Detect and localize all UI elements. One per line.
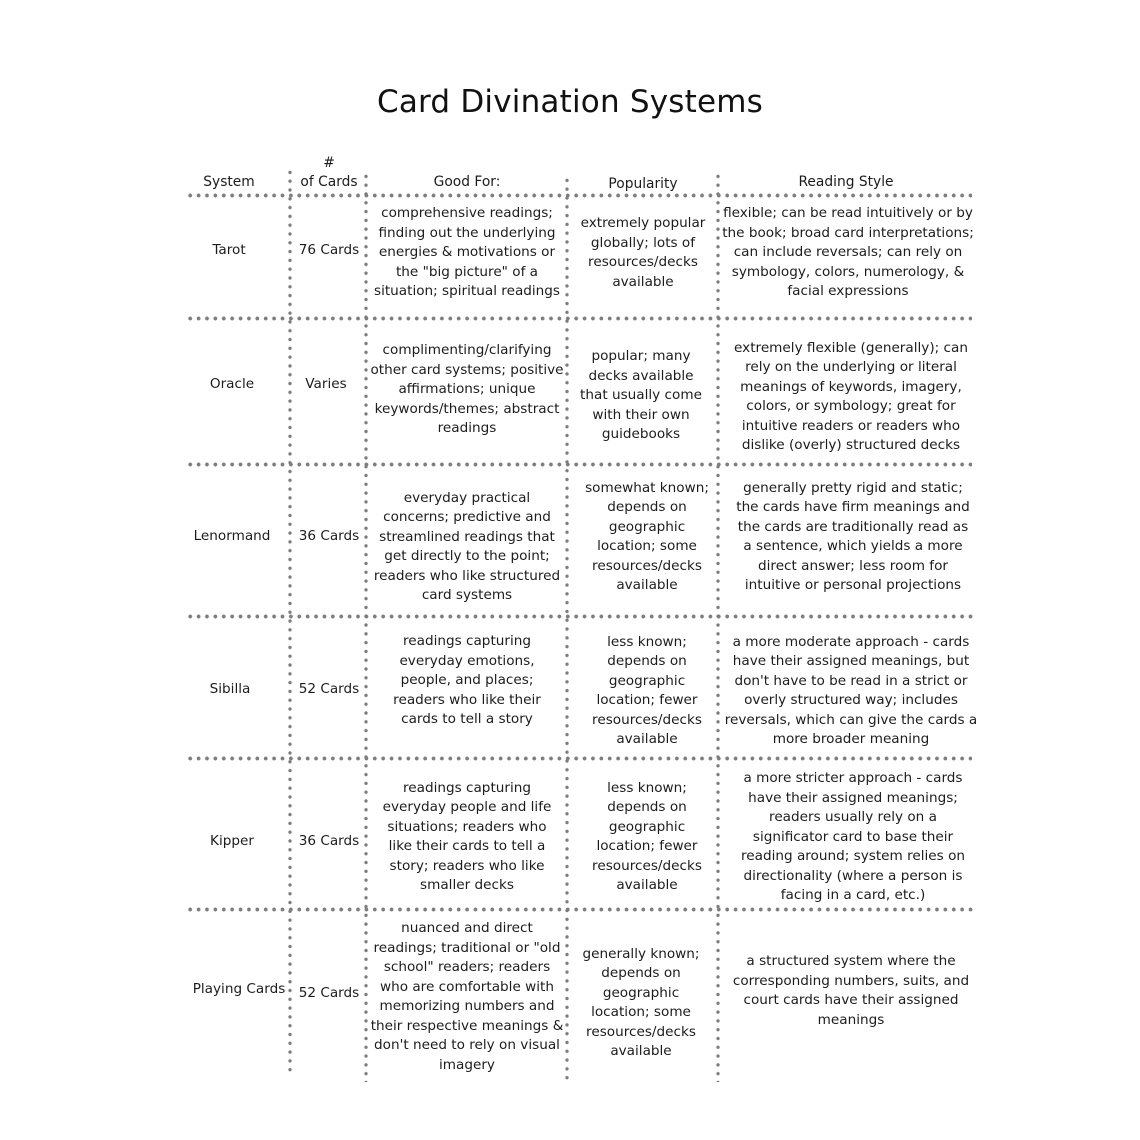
row-kipper-system: Kipper: [210, 833, 254, 850]
row-playing-cards-popularity: generally known; depends on geographic location; some resources/decks available: [582, 945, 700, 1059]
row-kipper-popularity: less known; depends on geographic location; fewer resources/decks available: [592, 779, 702, 893]
row-kipper-cards: 36 Cards: [298, 833, 360, 850]
row-kipper-good-for: readings capturing everyday people and life situations; readers who like their cards to tell a story; readers who like smaller decks: [382, 779, 552, 893]
row-lenormand-good-for: everyday practical concerns; predictive and streamlined readings that get directly to the point; readers who like structured card systems: [373, 489, 561, 603]
row-lenormand-system: Lenormand: [193, 528, 271, 545]
header-reading-style: Reading Style: [798, 174, 894, 190]
row-kipper-reading-style: a more stricter approach - cards have their assigned meanings; readers usually rely on a significator card to base their reading around; system relies on directionality (where a person is facing in a card, etc.): [740, 770, 966, 904]
row-divider-3: [186, 614, 976, 619]
row-playing-cards-good-for: nuanced and direct readings; traditional or "old school" readers; readers who are comfortable with memorizing numbers and their respective meanings & don't need to rely on visual imagery: [370, 920, 564, 1073]
row-sibilla-good-for: readings capturing everyday emotions, people, and places; readers who like their cards to tell a story: [393, 633, 541, 728]
row-lenormand-popularity: somewhat known; depends on geographic location; some resources/decks available: [585, 479, 709, 593]
row-sibilla-cards: 52 Cards: [298, 681, 360, 698]
row-lenormand-cards: 36 Cards: [298, 528, 360, 545]
row-playing-cards-system: Playing Cards: [192, 981, 286, 998]
row-tarot-good-for: comprehensive readings; finding out the underlying energies & motivations or the "big picture" of a situation; spiritual readings: [373, 205, 561, 300]
column-divider-3: [565, 176, 569, 1084]
row-divider-header: [186, 193, 972, 198]
row-tarot-system: Tarot: [212, 242, 246, 259]
row-oracle-system: Oracle: [209, 376, 255, 393]
header-good-for: Good For:: [433, 174, 501, 190]
header-system: System: [203, 174, 255, 190]
row-divider-5: [186, 907, 976, 912]
header-number-of-cards: # of Cards: [300, 155, 358, 190]
row-sibilla-popularity: less known; depends on geographic location; fewer resources/decks available: [592, 633, 702, 747]
header-popularity: Popularity: [608, 176, 678, 192]
row-divider-1: [186, 316, 972, 321]
row-lenormand-reading-style: generally pretty rigid and static; the cards have firm meanings and the cards are traditionally read as a sentence, which yields a more direct answer; less room for intuitive or personal projections: [736, 479, 970, 593]
row-oracle-popularity: popular; many decks available that usually come with their own guidebooks: [580, 348, 702, 443]
row-playing-cards-reading-style: a structured system where the corresponding numbers, suits, and court cards have their assigned meanings: [732, 953, 970, 1028]
row-tarot-popularity: extremely popular globally; lots of resources/decks available: [580, 215, 706, 290]
row-oracle-good-for: complimenting/clarifying other card systems; positive affirmations; unique keywords/themes; abstract readings: [370, 342, 564, 437]
row-oracle-cards: Varies: [305, 376, 347, 393]
row-divider-4: [186, 756, 972, 761]
column-divider-1: [288, 168, 292, 1076]
row-sibilla-reading-style: a more moderate approach - cards have their assigned meanings, but don't have to be read in a strict or overly structured way; includes reversals, which can give the cards a more broader meaning: [724, 633, 978, 747]
row-tarot-reading-style: flexible; can be read intuitively or by the book; broad card interpretations; can include reversals; can rely on symbology, colors, numerology, & facial expressions: [722, 205, 974, 300]
row-playing-cards-cards: 52 Cards: [298, 985, 360, 1002]
column-divider-2: [364, 172, 368, 1082]
row-sibilla-system: Sibilla: [209, 681, 251, 698]
page-title: Card Divination Systems: [376, 84, 764, 120]
column-divider-4: [716, 172, 720, 1082]
row-tarot-cards: 76 Cards: [298, 242, 360, 259]
row-oracle-reading-style: extremely flexible (generally); can rely on the underlying or literal meanings of keywords, imagery, colors, or symbology; great for intuitive readers or readers who dislike (overly) structured decks: [734, 339, 968, 453]
row-divider-2: [186, 462, 972, 467]
